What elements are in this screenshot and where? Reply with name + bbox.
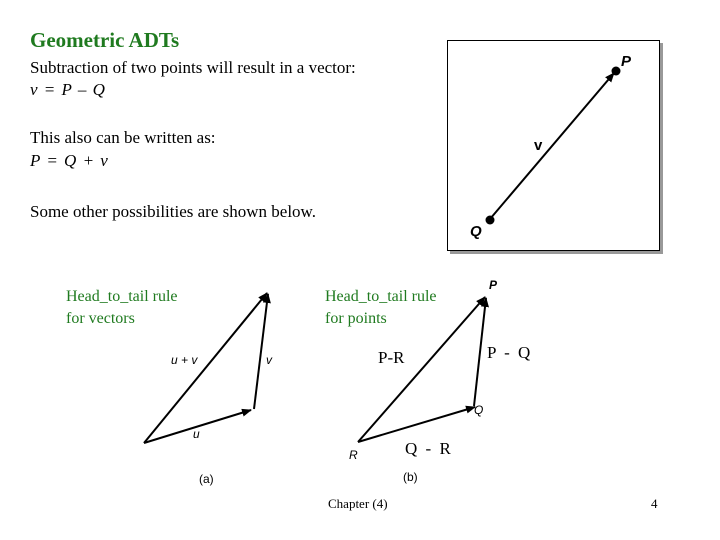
formula-point: P = Q + v xyxy=(30,151,109,170)
point-r-label: R xyxy=(349,448,358,462)
text-line-rewrite: This also can be written as: xyxy=(30,128,216,147)
label-u: u xyxy=(193,427,200,441)
slide-title: Geometric ADTs xyxy=(30,28,180,52)
vector-p-minus-q-arrow xyxy=(474,298,486,406)
vector-u-plus-v-arrow xyxy=(144,293,267,443)
point-p-label: P xyxy=(489,278,498,292)
label-p-minus-r: P-R xyxy=(378,348,405,367)
frame-shadow-bottom xyxy=(450,251,663,254)
vector-q-minus-r-arrow xyxy=(358,407,475,442)
vector-p-minus-r-arrow xyxy=(358,297,485,442)
label-v: v xyxy=(266,353,272,367)
figure-b-caption-line2: for points xyxy=(325,310,387,327)
point-vector-figure xyxy=(447,40,663,254)
text-line-subtraction: Subtraction of two points will result in a vector: xyxy=(30,58,356,77)
text-line-possibilities: Some other possibilities are shown below. xyxy=(30,202,316,221)
vector-v-arrow xyxy=(254,294,268,409)
footer-page-number: 4 xyxy=(651,496,658,511)
point-q-label: Q xyxy=(470,223,482,240)
label-q-minus-r: Q - R xyxy=(405,439,453,458)
point-p-label: P xyxy=(621,53,632,70)
figure-b-sublabel: (b) xyxy=(403,470,418,484)
label-p-minus-q: P - Q xyxy=(487,343,533,362)
figure-b-caption-line1: Head_to_tail rule xyxy=(325,288,437,305)
figure-a-caption-line1: Head_to_tail rule xyxy=(66,288,178,305)
vector-v-label: v xyxy=(534,137,543,154)
label-u-plus-v: u + v xyxy=(171,353,198,367)
point-q-label: Q xyxy=(474,403,484,417)
frame-shadow-right xyxy=(660,43,663,254)
vectors-head-to-tail-figure xyxy=(130,280,290,490)
figure-a-caption-line2: for vectors xyxy=(66,310,135,327)
footer-chapter: Chapter (4) xyxy=(328,496,388,511)
figure-a-sublabel: (a) xyxy=(199,472,214,486)
point-p-dot xyxy=(612,67,621,76)
point-q-dot xyxy=(486,216,495,225)
formula-vector: v = P – Q xyxy=(30,80,106,99)
